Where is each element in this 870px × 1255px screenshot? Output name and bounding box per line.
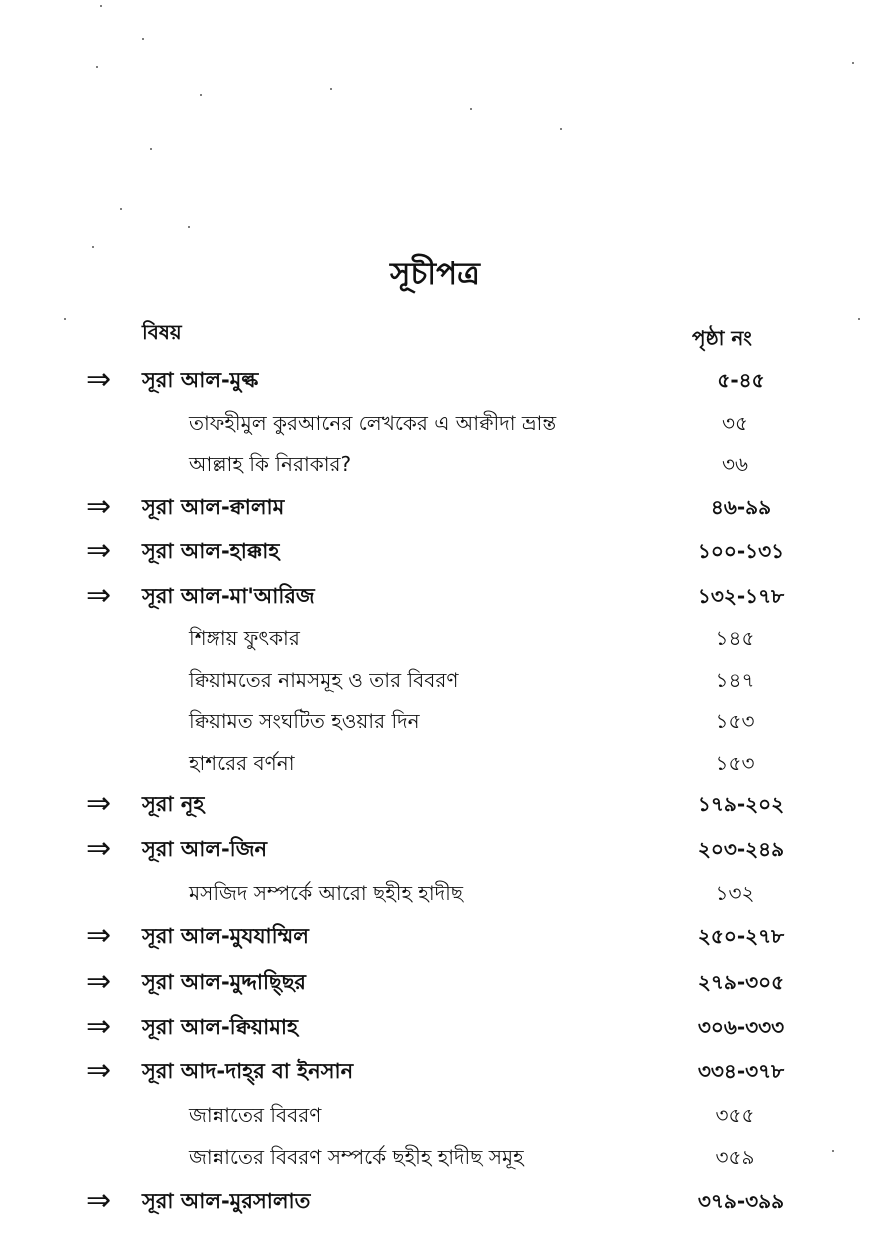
- scan-speck: [120, 208, 122, 210]
- entry-page: ১৫৩: [715, 709, 755, 733]
- scan-speck: [150, 148, 152, 150]
- entry-page: ৩৭৯-৩৯৯: [697, 1189, 785, 1213]
- toc-entry: [0, 786, 870, 822]
- entry-page: ১৪৫: [715, 626, 755, 650]
- toc-entry: [0, 1009, 870, 1045]
- scan-speck: [96, 66, 98, 68]
- entry-title: সূরা আল-জিন: [142, 837, 268, 861]
- scan-speck: [470, 108, 472, 110]
- toc-entry: [0, 489, 870, 525]
- right-double-arrow-icon: ⇒: [86, 786, 112, 821]
- entry-page: ১৭৯-২০২: [697, 792, 785, 816]
- toc-subentry: [0, 446, 870, 482]
- toc-subentry: [0, 703, 870, 739]
- scan-speck: [858, 318, 860, 320]
- entry-title: সূরা আল-হাক্কাহ: [142, 539, 280, 563]
- toc-entry: [0, 533, 870, 569]
- right-double-arrow-icon: ⇒: [86, 1183, 112, 1218]
- entry-page: ২০৩-২৪৯: [697, 837, 785, 861]
- toc-subentry: [0, 1139, 870, 1175]
- toc-subentry: [0, 662, 870, 698]
- entry-title: সূরা আদ-দাহ্‌র বা ইনসান: [142, 1059, 354, 1083]
- entry-title: ক্বিয়ামতের নামসমূহ ও তার বিবরণ: [189, 668, 459, 692]
- right-double-arrow-icon: ⇒: [86, 489, 112, 524]
- right-double-arrow-icon: ⇒: [86, 918, 112, 953]
- toc-entry: [0, 1053, 870, 1089]
- scan-speck: [92, 246, 94, 248]
- scan-speck: [64, 318, 66, 320]
- entry-page: ৩৫৫: [715, 1103, 755, 1127]
- toc-entry: [0, 918, 870, 954]
- entry-page: ৫-৪৫: [717, 368, 765, 392]
- entry-page: ৩৫: [722, 411, 748, 435]
- entry-title: জান্নাতের বিবরণ সম্পর্কে ছহীহ হাদীছ সমূহ: [189, 1145, 524, 1169]
- entry-title: সূরা নূহ: [142, 792, 205, 816]
- entry-title: জান্নাতের বিবরণ: [189, 1103, 322, 1127]
- toc-entry: [0, 578, 870, 614]
- entry-title: সূরা আল-মুযযাম্মিল: [142, 924, 309, 948]
- toc-subentry: [0, 1097, 870, 1133]
- toc-subentry: [0, 745, 870, 781]
- entry-page: ৩০৬-৩৩৩: [697, 1015, 785, 1039]
- scan-speck: [142, 38, 144, 40]
- entry-title: সূরা আল-মুদ্দাছ্ছির: [142, 970, 306, 994]
- entry-page: ৪৬-৯৯: [710, 495, 772, 519]
- entry-page: ১৩২: [715, 881, 755, 905]
- right-double-arrow-icon: ⇒: [86, 1009, 112, 1044]
- entry-page: ৩৬: [721, 452, 748, 476]
- entry-page: ২৭৯-৩০৫: [697, 970, 785, 994]
- toc-subentry: [0, 405, 870, 441]
- entry-title: তাফহীমুল কুরআনের লেখকের এ আক্বীদা ভ্রান্ত: [189, 411, 557, 435]
- entry-page: ১৪৭: [715, 668, 755, 692]
- page-title: সূচীপত্র: [390, 256, 480, 292]
- right-double-arrow-icon: ⇒: [86, 1053, 112, 1088]
- toc-entry: [0, 831, 870, 867]
- entry-title: সূরা আল-মা'আরিজ: [142, 584, 315, 608]
- right-double-arrow-icon: ⇒: [86, 362, 112, 397]
- right-double-arrow-icon: ⇒: [86, 964, 112, 999]
- entry-page: ১০০-১৩১: [697, 539, 785, 563]
- column-header-subject: বিষয়: [142, 320, 182, 344]
- entry-page: ১৩২-১৭৮: [697, 584, 785, 608]
- entry-page: ২৫০-২৭৮: [697, 924, 785, 948]
- toc-subentry: [0, 620, 870, 656]
- toc-subentry: [0, 875, 870, 911]
- entry-title: শিঙ্গায় ফুৎকার: [189, 626, 300, 650]
- entry-title: মসজিদ সম্পর্কে আরো ছহীহ হাদীছ: [189, 881, 463, 905]
- scan-speck: [188, 226, 190, 228]
- toc-entry: [0, 362, 870, 398]
- entry-title: আল্লাহ কি নিরাকার?: [189, 452, 352, 476]
- right-double-arrow-icon: ⇒: [86, 831, 112, 866]
- scan-speck: [852, 62, 854, 64]
- toc-entry: [0, 964, 870, 1000]
- column-header-page: পৃষ্ঠা নং: [692, 326, 752, 350]
- scan-speck: [200, 94, 202, 96]
- entry-page: ৩৩৪-৩৭৮: [697, 1059, 785, 1083]
- right-double-arrow-icon: ⇒: [86, 578, 112, 613]
- entry-title: ক্বিয়ামত সংঘটিত হওয়ার দিন: [189, 709, 420, 733]
- entry-page: ৩৫৯: [715, 1145, 755, 1169]
- scan-speck: [330, 88, 332, 90]
- scan-speck: [560, 128, 562, 130]
- toc-entry: [0, 1183, 870, 1219]
- right-double-arrow-icon: ⇒: [86, 533, 112, 568]
- entry-title: সূরা আল-ক্বালাম: [142, 495, 285, 519]
- entry-title: সূরা আল-ক্বিয়ামাহ: [142, 1015, 299, 1039]
- entry-page: ১৫৩: [715, 751, 755, 775]
- scan-speck: [100, 5, 102, 7]
- entry-title: সূরা আল-মুরসালাত: [142, 1189, 311, 1213]
- entry-title: হাশরের বর্ণনা: [189, 751, 295, 775]
- entry-title: সূরা আল-মুল্ক: [142, 368, 259, 392]
